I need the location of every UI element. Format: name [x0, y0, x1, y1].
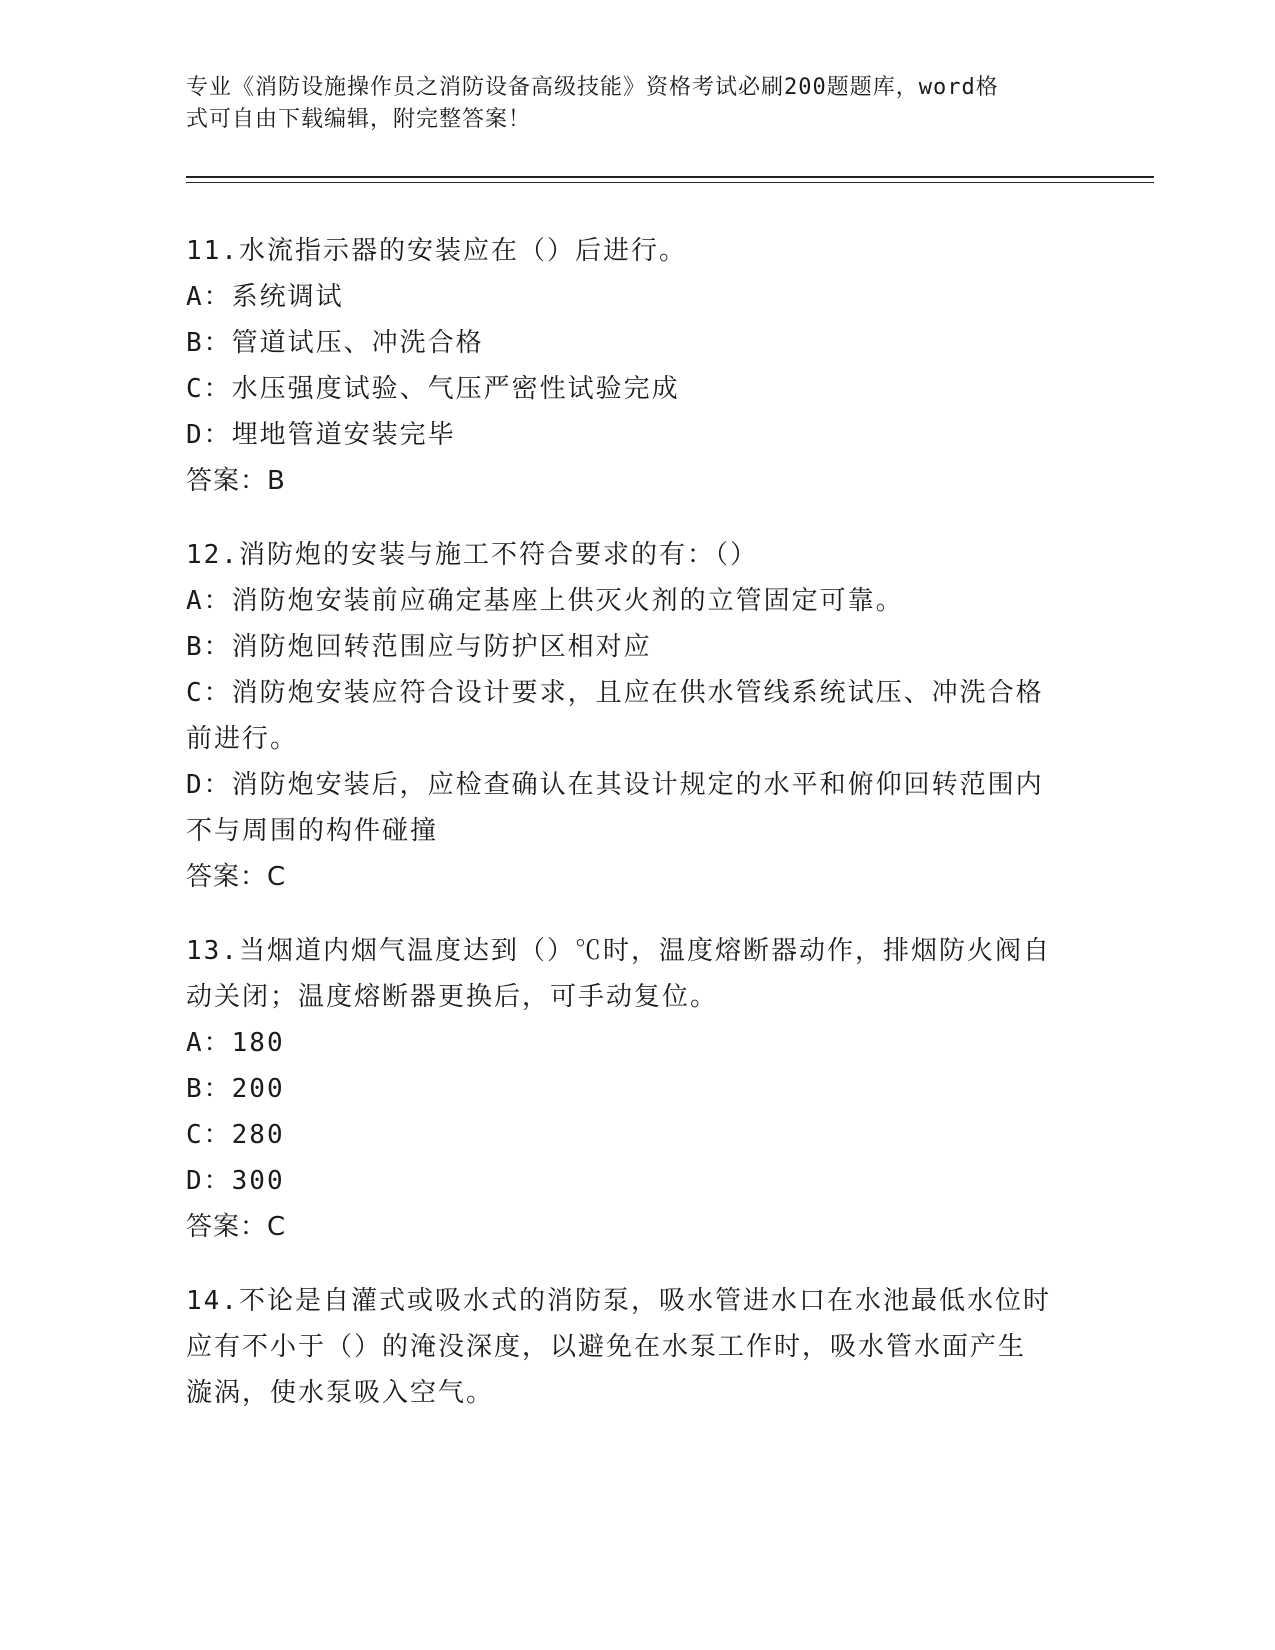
header-divider-thick	[186, 176, 1154, 178]
document-header	[186, 72, 1066, 136]
option-d-continued: 不与周围的构件碰撞	[186, 816, 439, 846]
question-stem: 12.消防炮的安装与施工不符合要求的有：（）	[186, 540, 758, 570]
option-b: B：管道试压、冲洗合格	[186, 328, 484, 358]
option-d: D：消防炮安装后，应检查确认在其设计规定的水平和俯仰回转范围内	[186, 770, 1044, 800]
option-a: A：180	[186, 1028, 285, 1058]
question-stem: 14.不论是自灌式或吸水式的消防泵，吸水管进水口在水池最低水位时	[186, 1286, 1051, 1316]
option-b: B：200	[186, 1074, 285, 1104]
option-b: B：消防炮回转范围应与防护区相对应	[186, 632, 652, 662]
header-divider-thin	[186, 182, 1154, 183]
header-line-2: 式可自由下载编辑，附完整答案！	[186, 107, 532, 132]
question-list	[186, 228, 1086, 1444]
question-stem: 11.水流指示器的安装应在（）后进行。	[186, 236, 687, 266]
option-c: C：水压强度试验、气压严密性试验完成	[186, 374, 680, 404]
answer-label: 答案：B	[186, 466, 286, 496]
answer-label: 答案：C	[186, 862, 287, 892]
option-c: C：消防炮安装应符合设计要求，且应在供水管线系统试压、冲洗合格	[186, 678, 1044, 708]
question-stem: 13.当烟道内烟气温度达到（）℃时，温度熔断器动作，排烟防火阀自	[186, 936, 1051, 966]
option-a: A：系统调试	[186, 282, 344, 312]
option-d: D：埋地管道安装完毕	[186, 420, 456, 450]
question-stem-continued: 动关闭；温度熔断器更换后，可手动复位。	[186, 982, 719, 1012]
question-stem-continued: 漩涡，使水泵吸入空气。	[186, 1378, 495, 1408]
question-12	[186, 532, 1086, 900]
option-a: A：消防炮安装前应确定基座上供灭火剂的立管固定可靠。	[186, 586, 904, 616]
question-14	[186, 1278, 1086, 1416]
header-line-1: 专业《消防设施操作员之消防设备高级技能》资格考试必刷200题题库，word格	[186, 75, 999, 100]
option-d: D：300	[186, 1166, 285, 1196]
option-c: C：280	[186, 1120, 285, 1150]
option-c-continued: 前进行。	[186, 724, 299, 754]
answer-label: 答案：C	[186, 1212, 287, 1242]
question-stem-continued: 应有不小于（）的淹没深度，以避免在水泵工作时，吸水管水面产生	[186, 1332, 1027, 1362]
question-11	[186, 228, 1086, 504]
question-13	[186, 928, 1086, 1250]
